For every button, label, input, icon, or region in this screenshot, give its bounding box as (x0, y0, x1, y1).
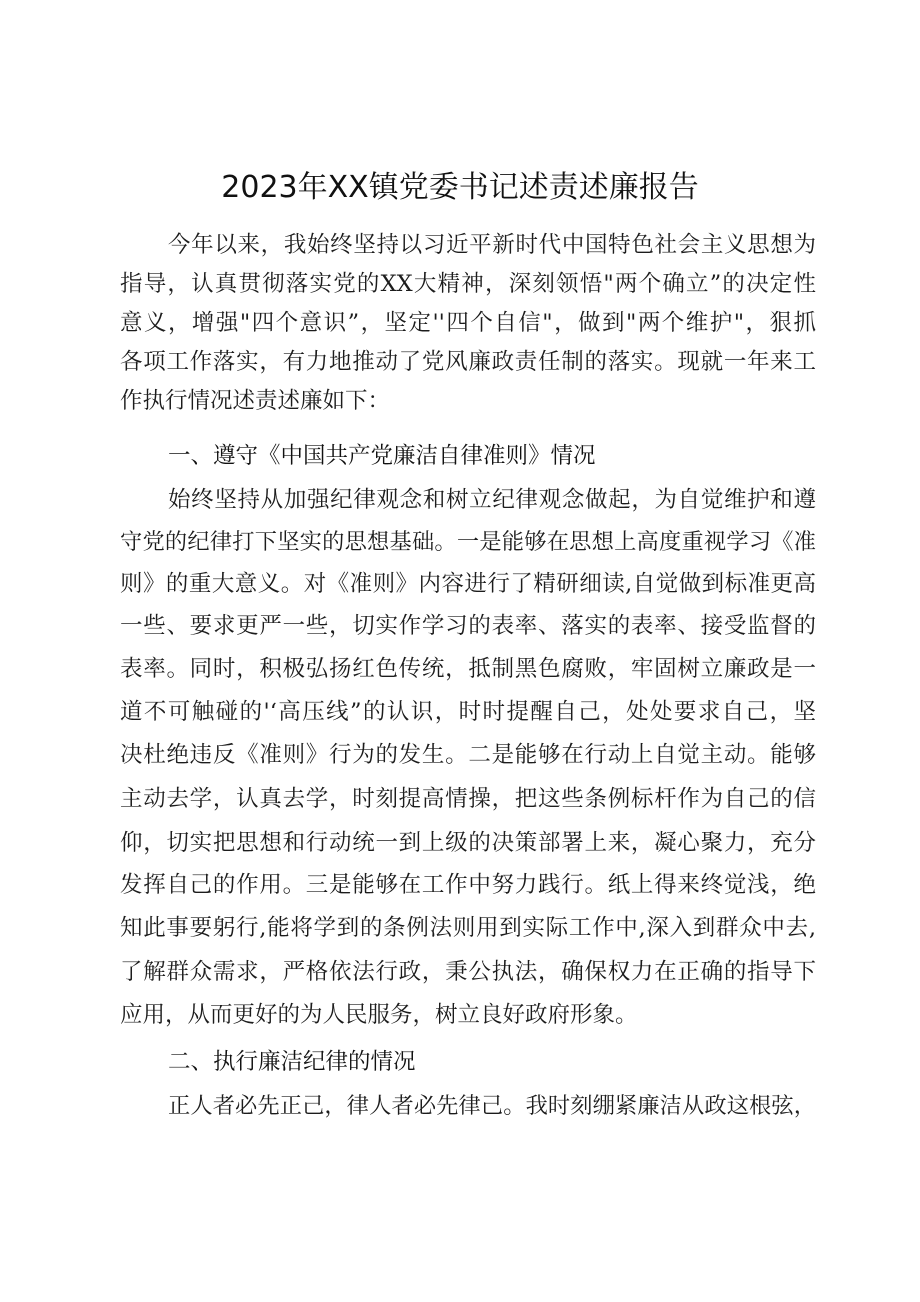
intro-line: 意义，增强"四个意识”，坚定''四个自信"，做到"两个维护"，狠抓 (120, 310, 816, 336)
section1-line: 主动去学，认真去学，时刻提高情操，把这些条例标杆作为自己的信 (120, 786, 816, 812)
section1-line: 始终坚持从加强纪律观念和树立纪律观念做起，为自觉维护和遵 (168, 487, 816, 513)
intro-line: 作执行情况述责述廉如下： (120, 388, 391, 414)
section1-line: 发挥自己的作用。三是能够在工作中努力践行。纸上得来终觉浅，绝 (120, 872, 816, 898)
intro-line: 指导，认真贯彻落实党的XX大精神，深刻领悟"两个确立”的决定性 (120, 271, 816, 297)
section1-line: 道不可触碰的'‘高压线”的认识，时时提醒自己，处处要求自己，坚 (120, 699, 816, 725)
section1-line: 一些、要求更严一些，切实作学习的表率、落实的表率、接受监督的 (120, 613, 816, 639)
intro-line: 今年以来，我始终坚持以习近平新时代中国特色社会主义思想为 (168, 232, 816, 258)
intro-line: 各项工作落实，有力地推动了党风廉政责任制的落实。现就一年来工 (120, 349, 816, 375)
section1-line: 知此事要躬行,能将学到的条例法则用到实际工作中,深入到群众中去, (120, 915, 816, 941)
section1-line: 仰，切实把思想和行动统一到上级的决策部署上来，凝心聚力，充分 (120, 830, 816, 856)
section1-line: 表率。同时，积极弘扬红色传统，抵制黑色腐败，牢固树立廉政是一 (120, 656, 816, 682)
section1-line: 应用，从而更好的为人民服务，树立良好政府形象。 (120, 1002, 638, 1028)
section1-line: 决杜绝违反《准则》行为的发生。二是能够在行动上自觉主动。能够 (120, 742, 816, 768)
document-title: 2023年XX镇党委书记述责述廉报告 (221, 170, 699, 205)
section2-line: 正人者必先正己，律人者必先律己。我时刻绷紧廉洁从政这根弦， (168, 1093, 816, 1119)
section1-line: 则》的重大意义。对《准则》内容进行了精研细读,自觉做到标准更高 (120, 571, 816, 597)
section1-line: 守党的纪律打下坚实的思想基础。一是能够在思想上高度重视学习《准 (120, 529, 816, 555)
section-heading-2: 二、执行廉洁纪律的情况 (168, 1049, 416, 1075)
section-heading-1: 一、遵守《中国共产党廉洁自律准则》情况 (168, 443, 596, 469)
section1-line: 了解群众需求，严格依法行政，秉公执法，确保权力在正确的指导下 (120, 959, 816, 985)
